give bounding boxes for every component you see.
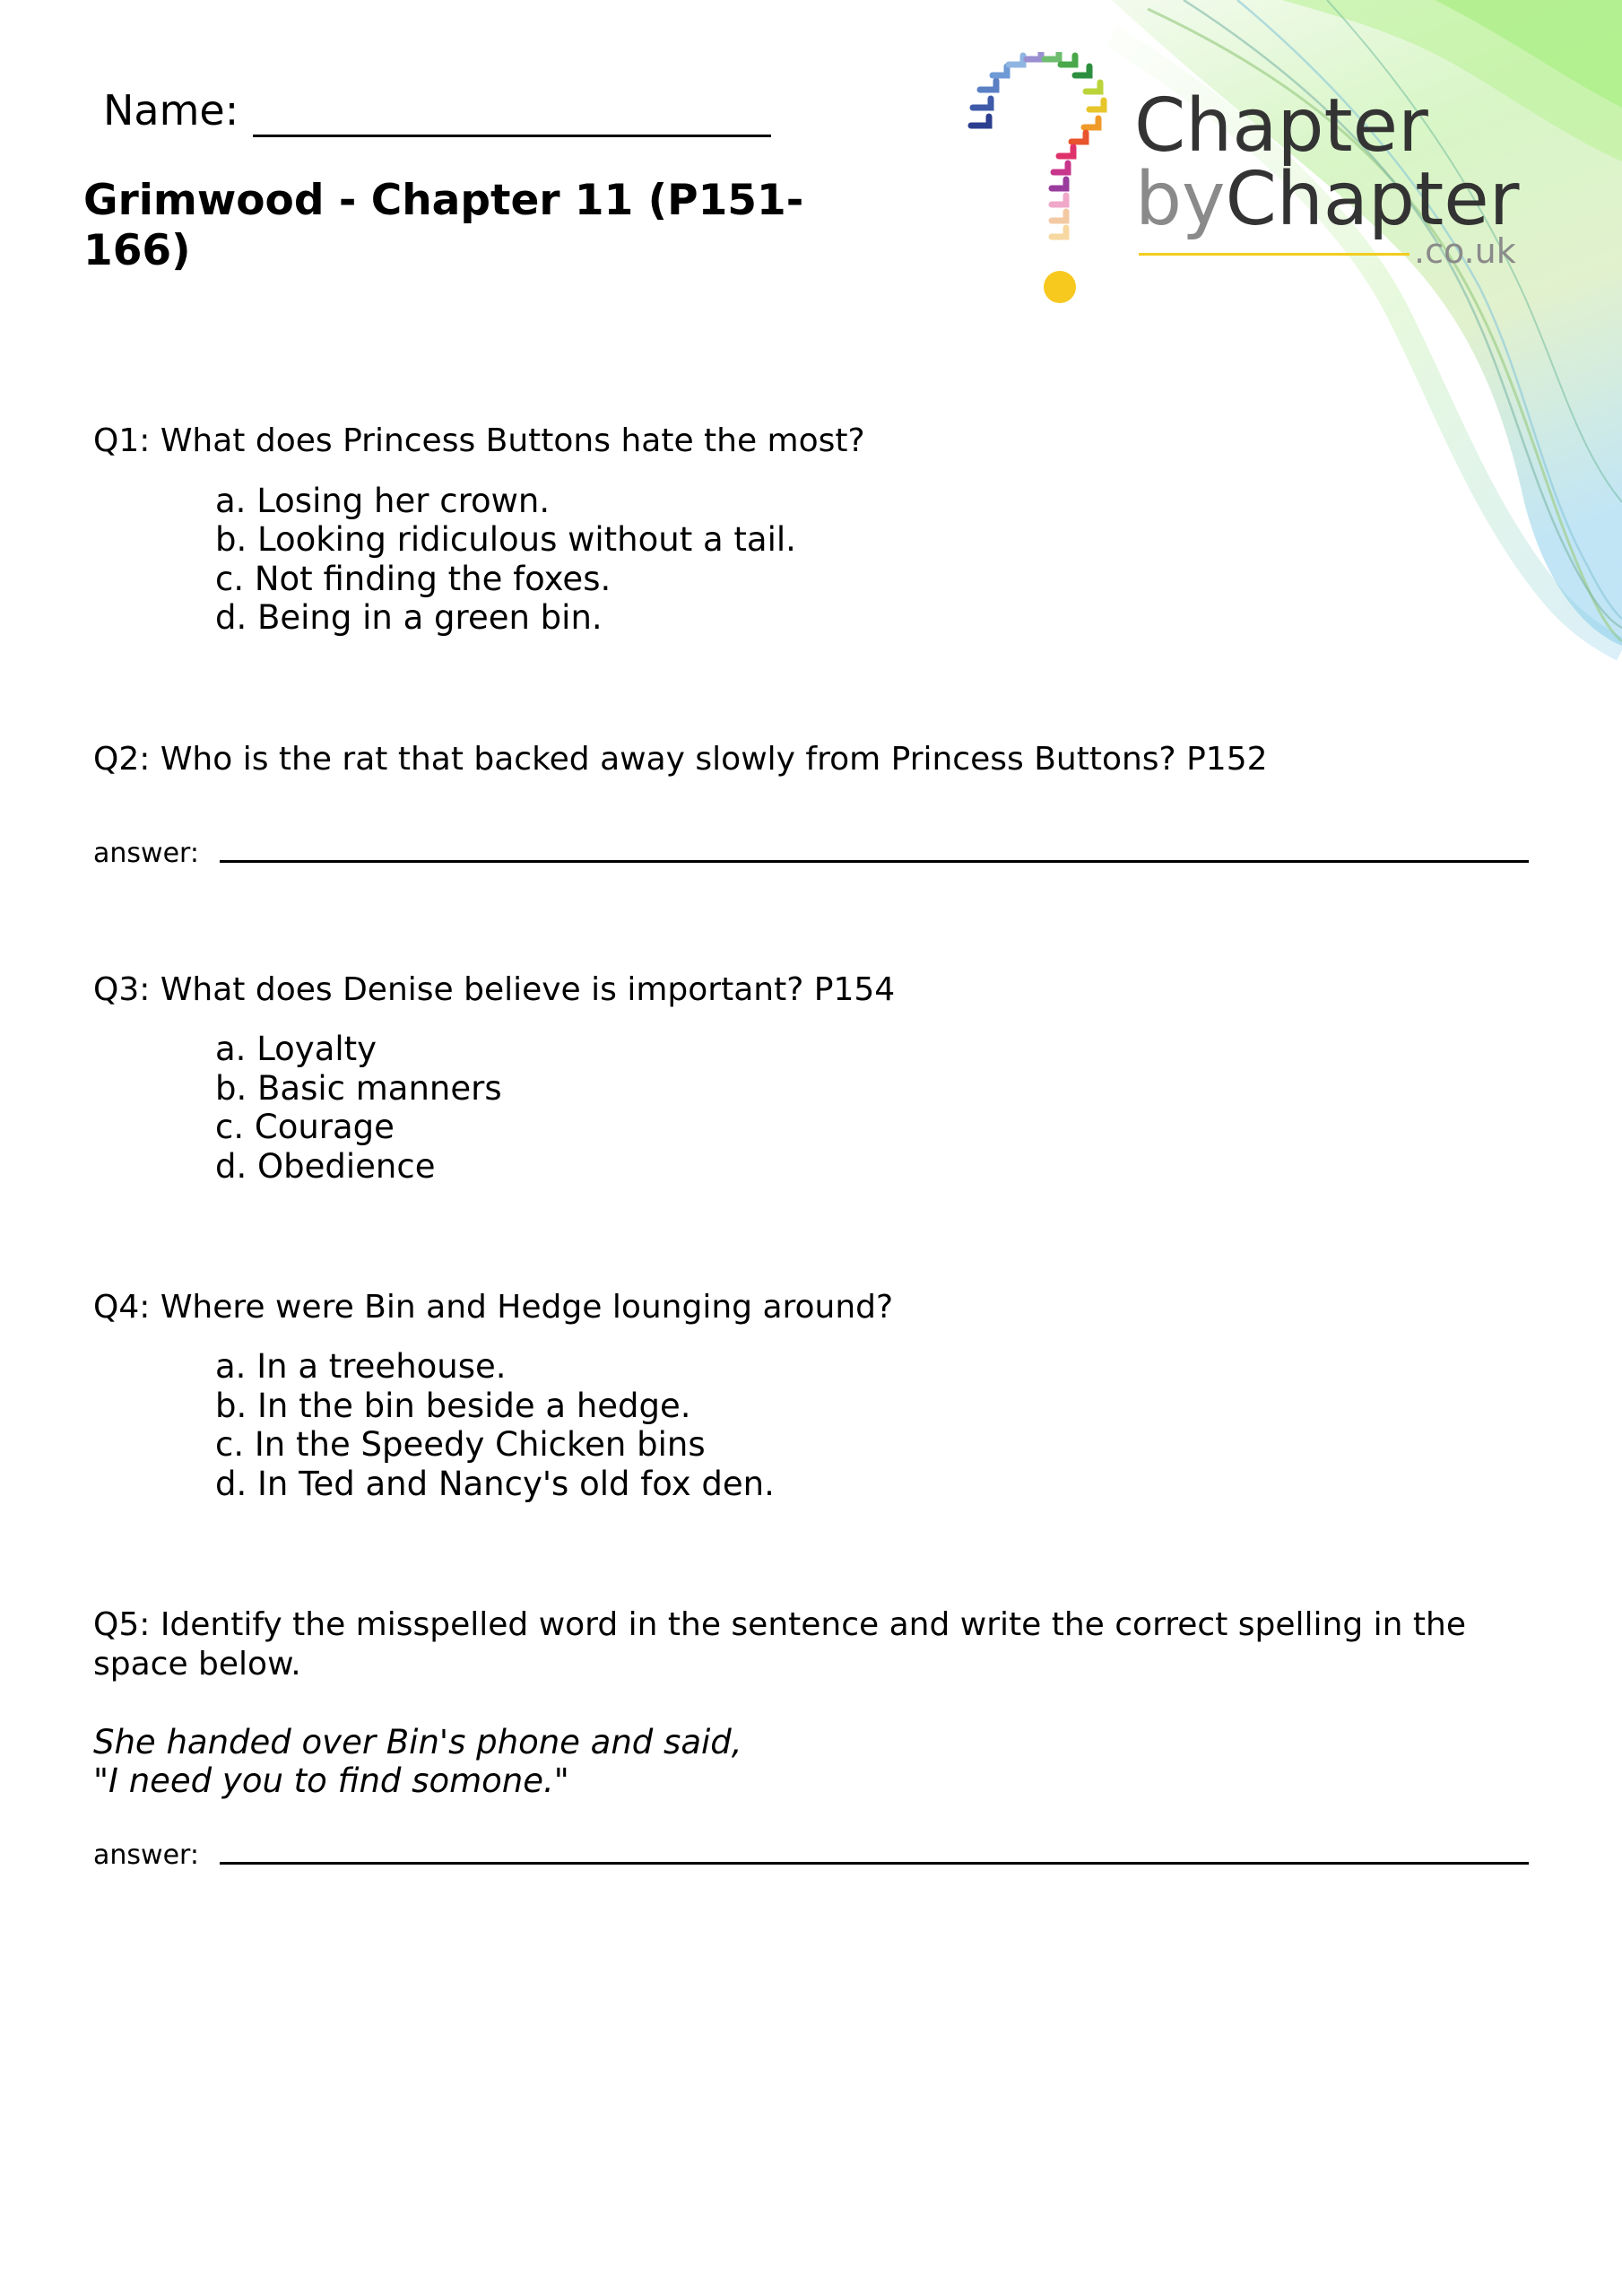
q5-quote-line-1: She handed over Bin's phone and said, — [93, 1723, 742, 1761]
question-1: Q1: What does Princess Buttons hate the most? — [93, 422, 865, 459]
question-2: Q2: Who is the rat that backed away slowly from Princess Buttons? P152 — [93, 741, 1268, 778]
q1-option-c[interactable]: c. Not finding the foxes. — [215, 560, 612, 598]
name-field[interactable] — [253, 135, 771, 137]
question-5-line-2: space below. — [93, 1646, 301, 1683]
q4-option-a[interactable]: a. In a treehouse. — [215, 1347, 507, 1386]
q3-option-d[interactable]: d. Obedience — [215, 1147, 436, 1186]
q3-option-a[interactable]: a. Loyalty — [215, 1030, 377, 1068]
q1-option-d[interactable]: d. Being in a green bin. — [215, 598, 603, 637]
q5-quote-line-2: "I need you to find somone." — [93, 1761, 569, 1800]
question-4: Q4: Where were Bin and Hedge lounging around? — [93, 1289, 894, 1326]
q2-answer-label: answer: — [93, 838, 199, 869]
logo-domain: .co.uk — [1414, 231, 1516, 271]
question-mark-books-icon — [964, 52, 1116, 308]
question-5-line-1: Q5: Identify the misspelled word in the sentence and write the correct spelling in the — [93, 1606, 1466, 1643]
logo-text-chapter: Chapter — [1134, 83, 1428, 169]
q2-answer-field[interactable] — [220, 860, 1529, 863]
question-3: Q3: What does Denise believe is important? P154 — [93, 971, 896, 1008]
q1-option-b[interactable]: b. Looking ridiculous without a tail. — [215, 520, 796, 559]
q1-option-a[interactable]: a. Losing her crown. — [215, 482, 551, 520]
q3-option-c[interactable]: c. Courage — [215, 1108, 395, 1146]
q3-option-b[interactable]: b. Basic manners — [215, 1069, 502, 1108]
logo-text-chapter-2: Chapter — [1225, 157, 1520, 242]
q5-answer-field[interactable] — [220, 1862, 1529, 1865]
logo-text-bychapter — [1135, 157, 1520, 242]
logo-text-by: by — [1135, 157, 1226, 242]
q4-option-b[interactable]: b. In the bin beside a hedge. — [215, 1387, 691, 1425]
q5-answer-label: answer: — [93, 1839, 199, 1871]
name-label: Name: — [103, 86, 239, 135]
logo-underline — [1139, 253, 1409, 256]
page-title: Grimwood - Chapter 11 (P151-166) — [83, 176, 804, 275]
q4-option-c[interactable]: c. In the Speedy Chicken bins — [215, 1425, 706, 1464]
q4-option-d[interactable]: d. In Ted and Nancy's old fox den. — [215, 1465, 775, 1503]
